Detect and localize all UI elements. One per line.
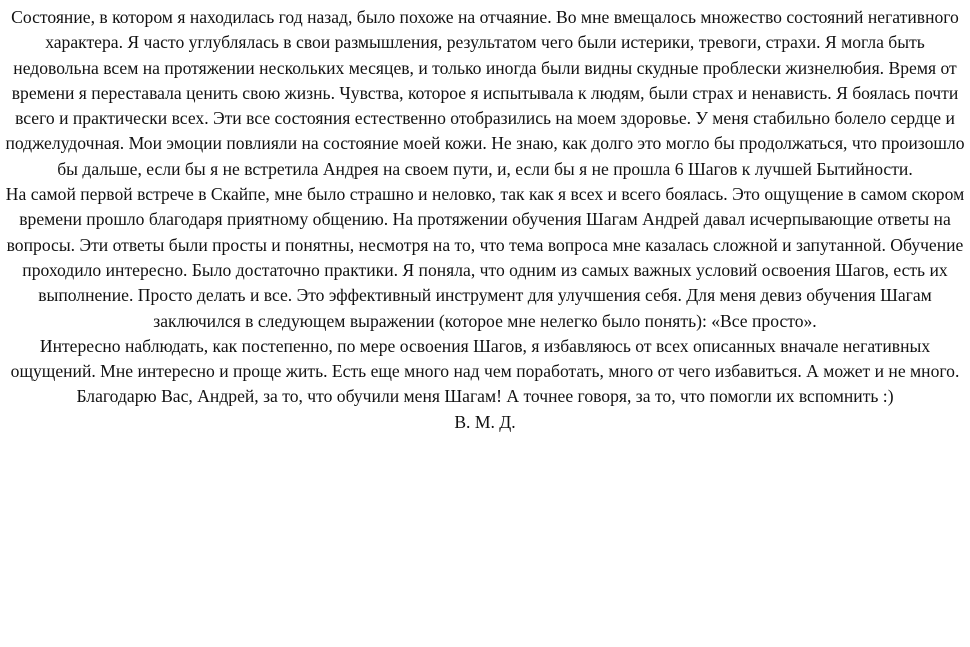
- paragraph-2: На самой первой встрече в Скайпе, мне было страшно и неловко, так как я всех и всего боялась. Это ощущение в самом скором времени прошло благодаря приятному общению. На протяжении обучения Шагам Андрей давал исчерпывающие ответы на вопросы. Эти ответы были просты и понятны, несмотря на то, что тема вопроса мне казалась сложной и запутанной. Обучение проходило интересно. Было достаточно практики. Я поняла, что одним из самых важных условий освоения Шагов, есть их выполнение. Просто делать и все. Это эффективный инструмент для улучшения себя. Для меня девиз обучения Шагам заключился в следующем выражении (которое мне нелегко было понять): «Все просто».: [5, 184, 965, 331]
- signature: В. М. Д.: [454, 411, 516, 432]
- paragraph-1: Состояние, в котором я находилась год назад, было похоже на отчаяние. Во мне вмещалось множество состояний негативного характера. Я часто углублялась в свои размышления, результатом чего были истерики, тревоги, страхи. Я могла быть недовольна всем на протяжении нескольких месяцев, и только иногда были видны скудные проблески жизнелюбия. Время от времени я переставала ценить свою жизнь. Чувства, которое я испытывала к людям, были страх и ненависть. Я боялась почти всего и практически всех. Эти все состояния естественно отобразились на моем здоровье. У меня стабильно болело сердце и поджелудочная. Мои эмоции повлияли на состояние моей кожи. Не знаю, как долго это могло бы продолжаться, что произошло бы дальше, если бы я не встретила Андрея на своем пути, и, если бы я не прошла 6 Шагов к лучшей Бытийности.: [5, 7, 965, 179]
- paragraph-4: Благодарю Вас, Андрей, за то, что обучили меня Шагам! А точнее говоря, за то, что помогли их вспомнить :): [76, 386, 894, 407]
- paragraph-3: Интересно наблюдать, как постепенно, по мере освоения Шагов, я избавляюсь от всех описанных вначале негативных ощущений. Мне интересно и проще жить. Есть еще много над чем поработать, много от чего избавиться. А может и не много.: [10, 335, 960, 382]
